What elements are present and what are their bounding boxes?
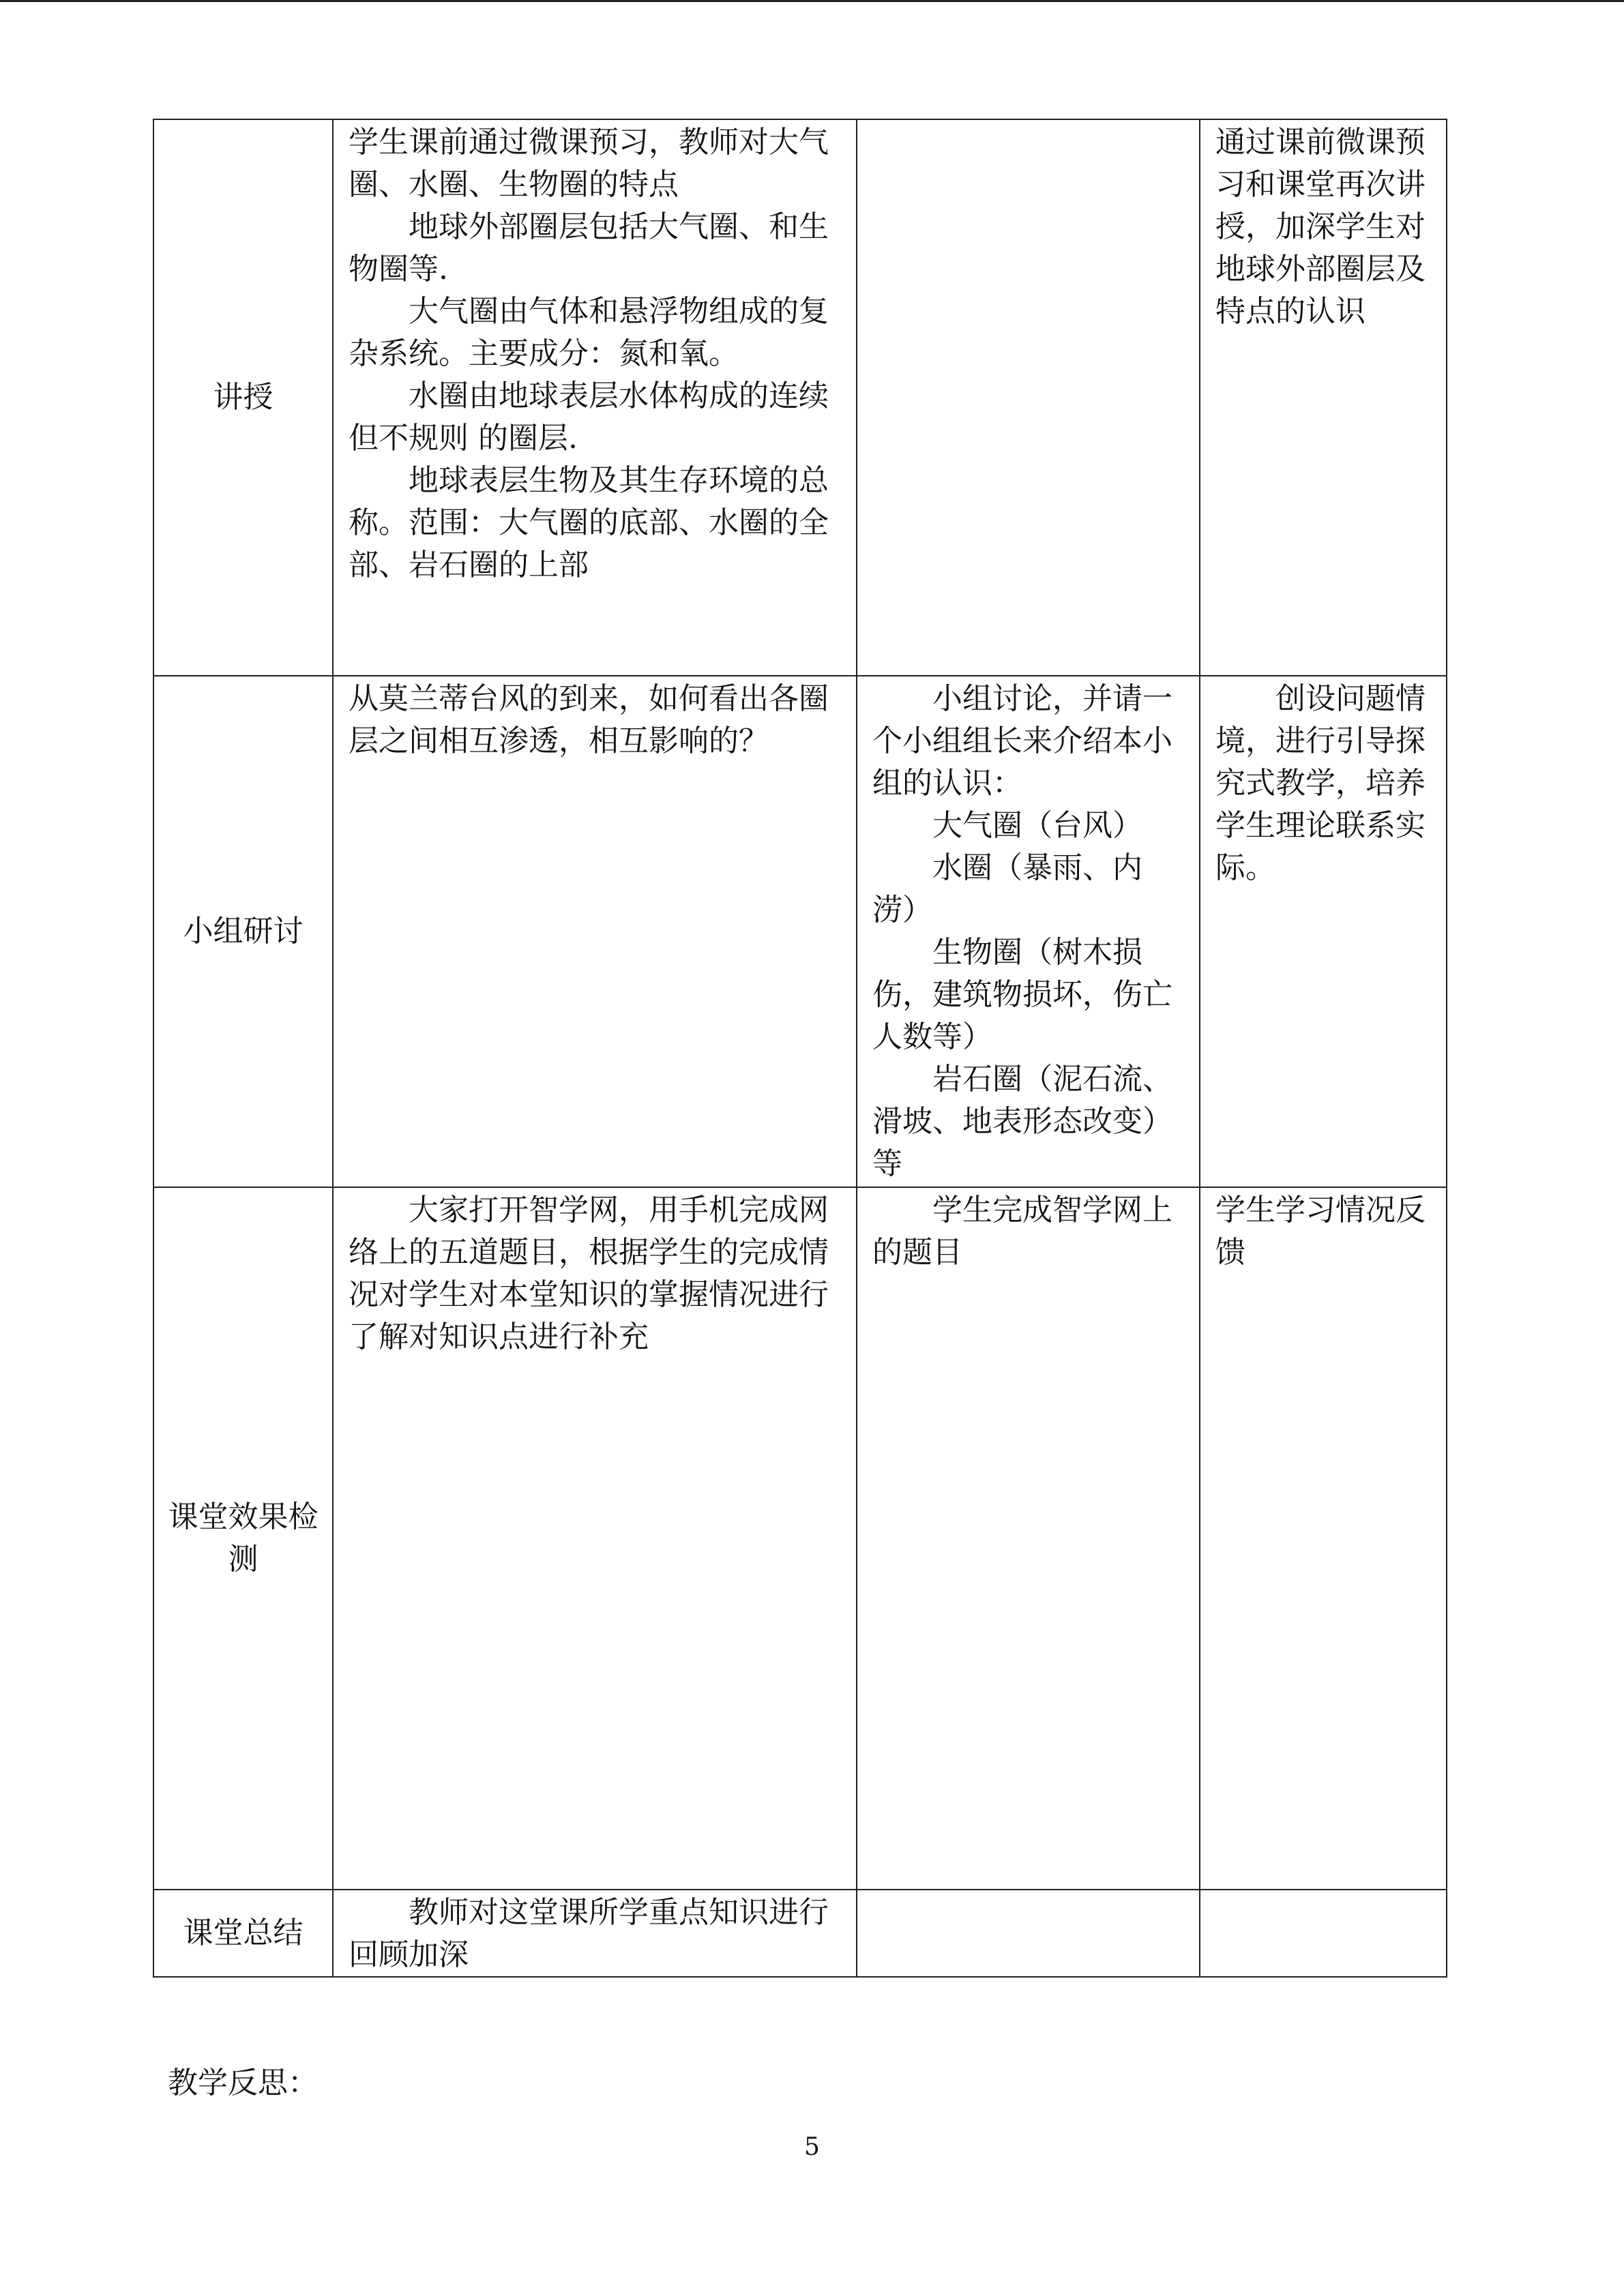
stage-label: 课堂效果检测	[168, 1500, 319, 1577]
design-intent-cell	[1200, 1187, 1447, 1890]
paragraph: 生物圈（树木损伤，建筑物损坏，伤亡人数等）	[872, 935, 1172, 1054]
top-rule	[0, 0, 1624, 2]
teacher-activity-cell	[333, 1890, 857, 1977]
paragraph: 大气圈由气体和悬浮物组成的复杂系统。主要成分：氮和氧。	[349, 294, 829, 371]
teacher-activity-cell	[333, 676, 857, 1187]
stage-label: 小组研讨	[183, 914, 304, 949]
student-activity-cell	[857, 676, 1200, 1187]
stage-label: 讲授	[213, 380, 274, 415]
student-activity-cell	[857, 119, 1200, 676]
design-intent-cell	[1200, 676, 1447, 1187]
paragraph: 小组讨论，并请一个小组组长来介绍本小组的认识：	[872, 681, 1172, 801]
paragraph: 水圈（暴雨、内涝）	[872, 850, 1142, 927]
paragraph: 从莫兰蒂台风的到来，如何看出各圈层之间相互渗透，相互影响的？	[349, 681, 829, 758]
page-number: 5	[804, 2133, 820, 2161]
paragraph: 学生课前通过微课预习，教师对大气圈、水圈、生物圈的特点	[349, 125, 829, 202]
paragraph: 学生完成智学网上的题目	[872, 1193, 1172, 1270]
paragraph: 学生学习情况反馈	[1215, 1193, 1426, 1270]
stage-cell	[153, 1187, 333, 1890]
row-summary	[153, 1890, 1447, 1977]
lesson-plan-table	[153, 119, 1447, 1978]
paragraph: 大气圈（台风）	[932, 808, 1142, 843]
paragraph: 通过课前微课预习和课堂再次讲授，加深学生对地球外部圈层及特点的认识	[1215, 125, 1426, 329]
student-activity-cell	[857, 1890, 1200, 1977]
paragraph: 地球表层生物及其生存环境的总称。范围：大气圈的底部、水圈的全部、岩石圈的上部	[349, 463, 829, 582]
teaching-reflection-label: 教学反思：	[168, 2066, 318, 2100]
paragraph: 大家打开智学网，用手机完成网络上的五道题目，根据学生的完成情况对学生对本堂知识的掌握情况进行了解对知识点进行补充	[349, 1193, 829, 1354]
paragraph: 地球外部圈层包括大气圈、和生物圈等.	[349, 209, 829, 286]
design-intent-cell	[1200, 119, 1447, 676]
row-group-discussion	[153, 676, 1447, 1187]
stage-label: 课堂总结	[183, 1915, 304, 1950]
student-activity-cell	[857, 1187, 1200, 1890]
stage-cell	[153, 1890, 333, 1977]
paragraph: 水圈由地球表层水体构成的连续 但不规则 的圈层.	[349, 378, 829, 456]
teacher-activity-cell	[333, 1187, 857, 1890]
stage-cell	[153, 119, 333, 676]
design-intent-cell	[1200, 1890, 1447, 1977]
paragraph: 岩石圈（泥石流、滑坡、地表形态改变）等	[872, 1062, 1172, 1181]
teacher-activity-cell	[333, 119, 857, 676]
row-classroom-test	[153, 1187, 1447, 1890]
stage-cell	[153, 676, 333, 1187]
paragraph: 创设问题情境，进行引导探究式教学，培养学生理论联系实际。	[1215, 681, 1426, 885]
paragraph: 教师对这堂课所学重点知识进行回顾加深	[349, 1895, 829, 1972]
row-lecture	[153, 119, 1447, 676]
